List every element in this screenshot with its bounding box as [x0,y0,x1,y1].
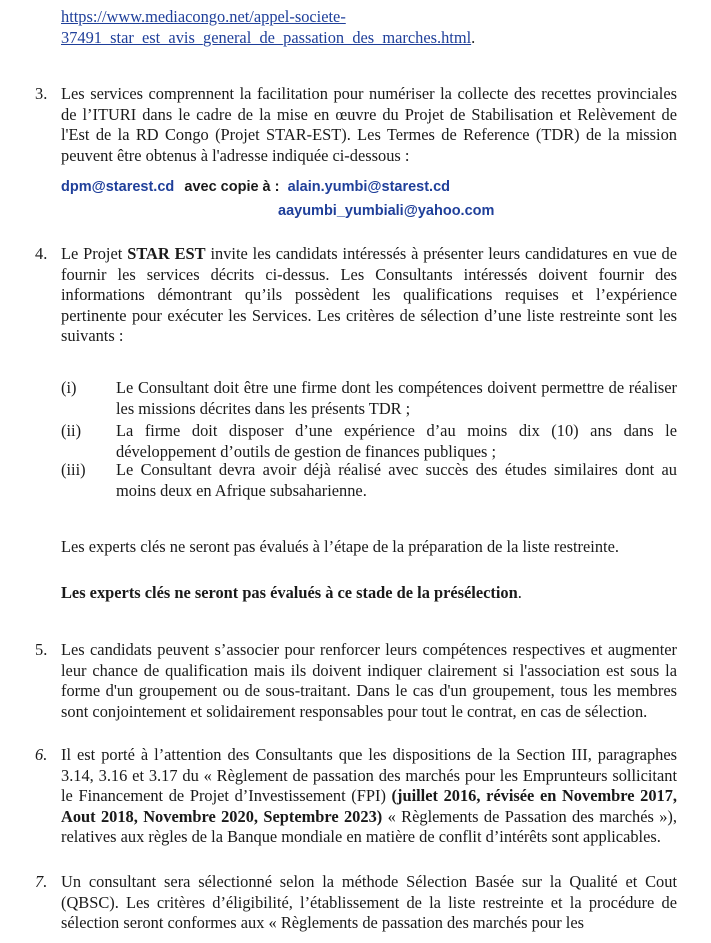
criterion-1-number: (i) [61,378,77,397]
url-link-line-1[interactable]: https://www.mediacongo.net/appel-societe- [61,7,346,26]
primary-email-link[interactable]: dpm@starest.cd [61,179,175,195]
paragraph-4-text [61,244,677,347]
paragraph-6-text [61,745,677,848]
criterion-3-text: Le Consultant devra avoir déjà réalisé avec succès des études similaires dont au moins deux en Afrique subsaharienne. [116,460,677,500]
paragraph-6-post: « Règlements de Passation des marchés »), relatives aux règles de la Banque mondiale en matière de conflit d’intérêts sont applicables. [61,806,677,846]
paragraph-6-pre: Il est porté à l’attention des Consultants que les dispositions de la Section III, paragraphes 3.14, 3.16 et 3.17 du « Règlement de passation des marchés pour les Emprunteurs sollicitant le Financement de Projet d’Investissement (FPI) [61,745,677,805]
paragraph-4-post: invite les candidats intéressés à présenter leurs candidatures en vue de fournir les services décrits ci-dessus. Les Consultants intéressés doivent fournir des informations démontrant qu’ils possèdent les qualifications requises et l’expérience pertinente pour exécuter les Services. Les critères de sélection d’une liste restreinte sont les suivants : [61,244,678,345]
criterion-2-text: La firme doit disposer d’une expérience d’au moins dix (10) ans dans le développement d’outils de gestion de finances publiques ; [116,421,677,461]
project-name-bold: STAR EST [127,244,206,263]
note-experts-1: Les experts clés ne seront pas évalués à l’étape de la préparation de la liste restreinte. [61,537,619,556]
paragraph-6-number: 6. [35,745,48,764]
copy-label: avec copie à : [184,179,280,195]
note-experts-2-bold: Les experts clés ne seront pas évalués à ce stade de la présélection [61,583,518,602]
criterion-3-number: (iii) [61,460,86,479]
paragraph-3-number: 3. [35,84,48,103]
copy-email-link-1[interactable]: alain.yumbi@starest.cd [287,179,451,195]
note-experts-2-trail: . [517,583,522,602]
note-experts-2 [61,583,681,604]
paragraph-7-number: 7. [35,872,48,891]
url-link-line-2[interactable]: 37491_star_est_avis_general_de_passation_des_marches.html [61,27,472,47]
criterion-2-number: (ii) [61,421,82,440]
url-link-block [61,7,681,48]
paragraph-5-number: 5. [35,640,48,659]
url-trailing-period: . [471,27,476,47]
paragraph-6-bold-dates: (juillet 2016, révisée en Novembre 2017, Aout 2018, Novembre 2020, Septembre 2023) [61,786,677,826]
paragraph-7-text: Un consultant sera sélectionné selon la méthode Sélection Basée sur la Qualité et Cout (QBSC). Les critères d’éligibilité, l’établissement de la liste restreinte et la procédure de sélection seront conformes aux « Règlements de passation des marchés pour les [61,872,677,932]
copy-email-link-2[interactable]: aayumbi_yumbiali@yahoo.com [278,203,495,219]
secondary-email-line [278,200,494,222]
paragraph-4-number: 4. [35,244,48,263]
paragraph-4-pre: Le Projet [61,244,128,263]
paragraph-5-text: Les candidats peuvent s’associer pour renforcer leurs compétences respectives et augmenter leur chance de qualification mais ils doivent indiquer clairement si l'association est sous la forme d'un groupement ou de sous-traitant. Dans le cas d'un groupement, tous les membres sont conjointement et solidairement responsables pour tout le contrat, en cas de sélection. [61,640,677,721]
email-line [61,176,450,198]
paragraph-3-text: Les services comprennent la facilitation pour numériser la collecte des recettes provinciales de l’ITURI dans le cadre de la mise en œuvre du Projet de Stabilisation et Relèvement de l'Est de la RD Congo (Projet STAR-EST). Les Termes de Reference (TDR) de la mission peuvent être obtenus à l'adresse indiquée ci-dessous : [61,84,677,165]
criterion-1-text: Le Consultant doit être une firme dont les compétences doivent permettre de réaliser les missions décrites dans les présents TDR ; [116,378,677,418]
